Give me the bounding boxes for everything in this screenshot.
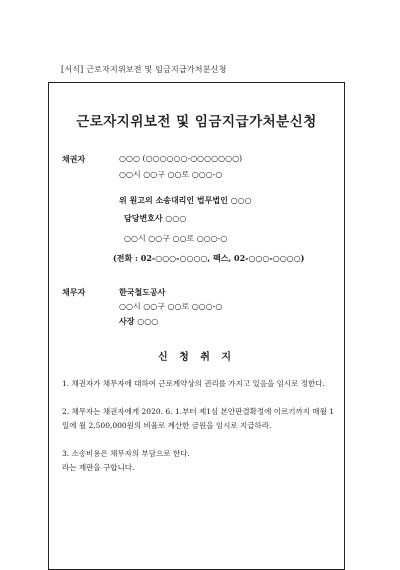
debtor-representative: 사장 ○○○ bbox=[119, 316, 159, 326]
closing-statement: 라는 재판을 구합니다. bbox=[62, 463, 135, 472]
document-title: 근로자지위보전 및 임금지급가처분신청 bbox=[76, 114, 317, 130]
purpose-item-2: 2. 채무자는 채권자에게 2020. 6. 1.부터 제1심 본안판결확정에 이르기까지 매월 1일에 월 2,500,000원의 비율로 계산한 금원을 임시로 지급하라. bbox=[62, 407, 334, 430]
purpose-item-1: 1. 채권자가 채무자에 대하여 근로계약상의 권리를 가지고 있음을 임시로 정한다. bbox=[62, 379, 325, 388]
debtor-address: ○○시 ○○구 ○○로 ○○○-○ bbox=[119, 302, 223, 311]
creditor-lawyer: 담당변호사 ○○○ bbox=[124, 213, 187, 223]
creditor-name: ○○○ (○○○○○○-○○○○○○○) bbox=[119, 154, 243, 163]
debtor-name: 한국철도공사 bbox=[119, 287, 166, 297]
creditor-agent: 위 원고의 소송대리인 법무법인 ○○○ bbox=[119, 195, 252, 205]
debtor-label: 채무자 bbox=[62, 287, 86, 297]
creditor-label: 채권자 bbox=[62, 154, 86, 164]
form-label: [서식] 근로자지위보전 및 임금지급가처분신청 bbox=[61, 65, 227, 74]
document-box bbox=[48, 82, 345, 570]
creditor-contact: (전화 : 02-○○○-○○○○, 팩스, 02-○○○-○○○○) bbox=[113, 253, 305, 263]
creditor-address: ○○시 ○○구 ○○로 ○○○-○ bbox=[119, 170, 223, 179]
purpose-item-3: 3. 소송비용은 채무자의 부담으로 한다. bbox=[62, 449, 190, 458]
purpose-heading: 신 청 취 지 bbox=[157, 352, 236, 363]
creditor-agent-address: ○○시 ○○구 ○○로 ○○○-○ bbox=[124, 234, 228, 243]
